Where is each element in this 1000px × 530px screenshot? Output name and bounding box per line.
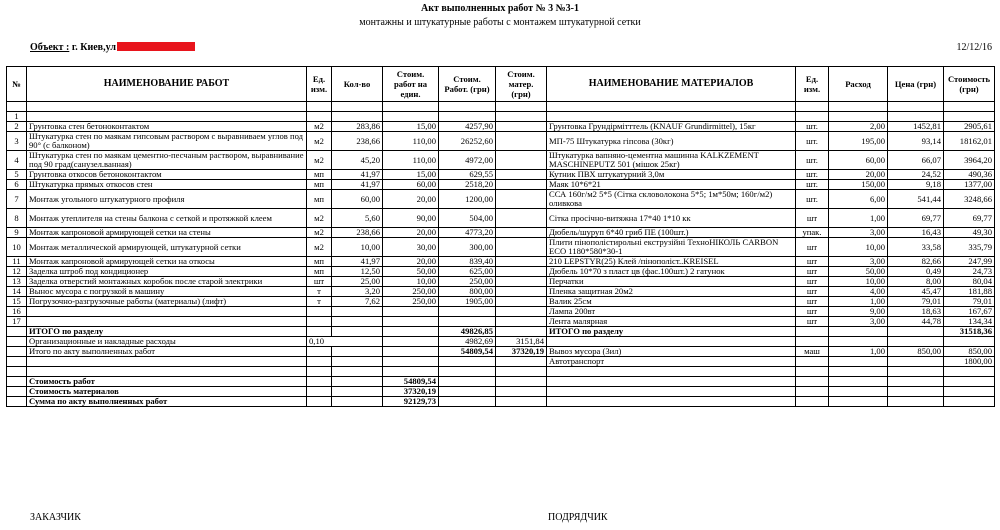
work-qty: [332, 317, 383, 327]
material-name: Плити пінополістирольні екструзійні ТехноНІКОЛЬ CARBON ECO 1180*580*30-1: [547, 238, 796, 257]
row-num: 12: [7, 267, 27, 277]
work-name: [27, 317, 307, 327]
waste-unit: маш: [796, 347, 829, 357]
section-total-label: ИТОГО по разделу: [27, 327, 307, 337]
material-unit: шт: [796, 317, 829, 327]
work-qty: 283,86: [332, 122, 383, 132]
work-unit: [307, 317, 332, 327]
row-num: 9: [7, 228, 27, 238]
row-num: 4: [7, 151, 27, 170]
material-consumption: 50,00: [829, 267, 888, 277]
work-name: Погрузочно-разгрузочные работы (материалы) (лифт): [27, 297, 307, 307]
material-total: 49,30: [944, 228, 995, 238]
material-name: Лампа 200вт: [547, 307, 796, 317]
work-cost: 2518,20: [439, 180, 496, 190]
material-total: 335,79: [944, 238, 995, 257]
overhead-mat: 3151,84: [496, 337, 547, 347]
material-price: 16,43: [888, 228, 944, 238]
material-total: 167,67: [944, 307, 995, 317]
work-unit: [307, 307, 332, 317]
material-total: 490,36: [944, 170, 995, 180]
material-name: [547, 112, 796, 122]
work-qty: 10,00: [332, 238, 383, 257]
work-unit: мп: [307, 180, 332, 190]
row-num: 3: [7, 132, 27, 151]
work-cost: 250,00: [439, 277, 496, 287]
material-consumption: 3,00: [829, 228, 888, 238]
redaction-mark: [117, 42, 195, 51]
material-unit: шт: [796, 209, 829, 228]
table-row: [7, 132, 995, 151]
work-cost: 504,00: [439, 209, 496, 228]
work-unit: м2: [307, 151, 332, 170]
material-total: [944, 112, 995, 122]
waste-price: 850,00: [888, 347, 944, 357]
table-row: [7, 238, 995, 257]
material-total: 69,77: [944, 209, 995, 228]
table-row: [7, 122, 995, 132]
material-name: Дюбель/шуруп 6*40 гриб ПЕ (100шт.): [547, 228, 796, 238]
material-price: 69,77: [888, 209, 944, 228]
work-cost: 839,40: [439, 257, 496, 267]
material-total: 3248,66: [944, 190, 995, 209]
transport-total: 1800,00: [944, 357, 995, 367]
work-unit-price: 15,00: [383, 122, 439, 132]
table-row: [7, 307, 995, 317]
material-cost: [496, 228, 547, 238]
work-name: Монтаж капроновой армирующей сетки на откосы: [27, 257, 307, 267]
work-unit-price: [383, 307, 439, 317]
work-unit-price: 90,00: [383, 209, 439, 228]
material-total: 181,88: [944, 287, 995, 297]
work-name: [27, 307, 307, 317]
work-name: Вынос мусора с погрузкой в машину: [27, 287, 307, 297]
table-row: [7, 297, 995, 307]
col-work-cost: Стоим. Работ. (грн): [439, 67, 496, 102]
work-unit: мп: [307, 170, 332, 180]
material-consumption: 4,00: [829, 287, 888, 297]
material-consumption: 6,00: [829, 190, 888, 209]
header-row: [7, 67, 995, 102]
material-price: 1452,81: [888, 122, 944, 132]
work-qty: 25,00: [332, 277, 383, 287]
work-unit-price: 15,00: [383, 170, 439, 180]
material-cost: [496, 297, 547, 307]
material-name: Кутник ПВХ штукатурний 3,0м: [547, 170, 796, 180]
summary-work-row: [7, 377, 995, 387]
material-total: 247,99: [944, 257, 995, 267]
row-num: 11: [7, 257, 27, 267]
material-consumption: 9,00: [829, 307, 888, 317]
work-qty: 60,00: [332, 190, 383, 209]
material-consumption: 10,00: [829, 238, 888, 257]
material-unit: шт.: [796, 180, 829, 190]
work-unit: т: [307, 287, 332, 297]
transport-row: [7, 357, 995, 367]
work-cost: 4257,90: [439, 122, 496, 132]
work-unit-price: [383, 112, 439, 122]
work-qty: 238,66: [332, 228, 383, 238]
section-total-work: 49826,85: [439, 327, 496, 337]
material-price: 541,44: [888, 190, 944, 209]
material-cost: [496, 257, 547, 267]
empty-row: [7, 102, 995, 112]
col-price: Цена (грн): [888, 67, 944, 102]
table-row: [7, 170, 995, 180]
work-unit: шт: [307, 277, 332, 287]
table-row: [7, 228, 995, 238]
work-unit: т: [307, 297, 332, 307]
material-consumption: 3,00: [829, 317, 888, 327]
material-name: Валик 25см: [547, 297, 796, 307]
work-qty: 41,97: [332, 257, 383, 267]
material-unit: шт: [796, 277, 829, 287]
work-qty: 238,66: [332, 132, 383, 151]
object-value: г. Киев,ул: [71, 42, 116, 53]
material-price: 44,78: [888, 317, 944, 327]
material-cost: [496, 287, 547, 297]
material-cost: [496, 122, 547, 132]
work-cost: 1905,00: [439, 297, 496, 307]
section-total-mat: 31518,36: [944, 327, 995, 337]
row-num: 7: [7, 190, 27, 209]
material-price: 18,63: [888, 307, 944, 317]
work-unit-price: 20,00: [383, 190, 439, 209]
work-unit: мп: [307, 267, 332, 277]
work-unit-price: 250,00: [383, 287, 439, 297]
work-qty: [332, 307, 383, 317]
act-total-row: [7, 347, 995, 357]
material-consumption: 1,00: [829, 209, 888, 228]
material-cost: [496, 277, 547, 287]
customer-signature: ЗАКАЗЧИК: [30, 512, 81, 523]
material-cost: [496, 317, 547, 327]
work-qty: 7,62: [332, 297, 383, 307]
material-consumption: [829, 112, 888, 122]
summary-work-value: 54809,54: [383, 377, 439, 387]
object-line: [30, 42, 195, 53]
material-unit: шт.: [796, 170, 829, 180]
work-unit-price: 20,00: [383, 228, 439, 238]
act-total-work: 54809,54: [439, 347, 496, 357]
act-total-mat: 37320,19: [496, 347, 547, 357]
col-unit: Ед. изм.: [307, 67, 332, 102]
material-cost: [496, 151, 547, 170]
work-unit: мп: [307, 257, 332, 267]
material-unit: шт: [796, 267, 829, 277]
col-qty: Кол-во: [332, 67, 383, 102]
waste-cons: 1,00: [829, 347, 888, 357]
material-consumption: 20,00: [829, 170, 888, 180]
table-row: [7, 209, 995, 228]
material-unit: шт.: [796, 190, 829, 209]
work-cost: 4773,20: [439, 228, 496, 238]
waste-total: 850,00: [944, 347, 995, 357]
material-cost: [496, 238, 547, 257]
summary-sum-value: 92129,73: [383, 397, 439, 407]
work-name: Штукатурка прямых откосов стен: [27, 180, 307, 190]
material-name: Пленка защитная 20м2: [547, 287, 796, 297]
act-subtitle: монтажны и штукатурные работы с монтажем штукатурной сетки: [359, 17, 641, 28]
table-row: [7, 180, 995, 190]
material-cost: [496, 209, 547, 228]
work-name: Грунтовка стен бетоноконтактом: [27, 122, 307, 132]
material-consumption: 2,00: [829, 122, 888, 132]
col-total: Стоимость (грн): [944, 67, 995, 102]
material-consumption: 195,00: [829, 132, 888, 151]
material-name: Грунтовка Грундірмітттель (KNAUF Grundirmittel), 15кг: [547, 122, 796, 132]
col-unit-price: Стоим. работ на един.: [383, 67, 439, 102]
work-name: Штукатурка стен по маякам цементно-песчаным раствором, выравнивание под 90 град(санузел.ванная): [27, 151, 307, 170]
row-num: 16: [7, 307, 27, 317]
material-unit: шт.: [796, 122, 829, 132]
material-name: Лента малярная: [547, 317, 796, 327]
overhead-pct: 0,10: [307, 337, 383, 347]
work-cost: 1200,00: [439, 190, 496, 209]
work-cost: 625,00: [439, 267, 496, 277]
material-total: 1377,00: [944, 180, 995, 190]
material-consumption: 3,00: [829, 257, 888, 267]
material-cost: [496, 307, 547, 317]
act-date: 12/12/16: [956, 42, 992, 53]
work-qty: 41,97: [332, 180, 383, 190]
summary-work-label: Стоимость работ: [27, 377, 307, 387]
work-unit-price: 30,00: [383, 238, 439, 257]
material-consumption: 150,00: [829, 180, 888, 190]
waste-label: Вывоз мусора (3ил): [547, 347, 796, 357]
work-unit: м2: [307, 209, 332, 228]
col-material-name: НАИМЕНОВАНИЕ МАТЕРИАЛОВ: [547, 67, 796, 102]
transport-label: Автотранспорт: [547, 357, 796, 367]
material-price: 79,01: [888, 297, 944, 307]
row-num: 14: [7, 287, 27, 297]
summary-mat-row: [7, 387, 995, 397]
material-unit: шт: [796, 307, 829, 317]
work-name: Монтаж угольного штукатурного профиля: [27, 190, 307, 209]
work-unit: м2: [307, 122, 332, 132]
work-name: Монтаж металлической армирующей, штукатурной сетки: [27, 238, 307, 257]
work-qty: 41,97: [332, 170, 383, 180]
col-material-cost: Стоим. матер. (грн): [496, 67, 547, 102]
material-price: 93,14: [888, 132, 944, 151]
work-cost: 800,00: [439, 287, 496, 297]
work-qty: 3,20: [332, 287, 383, 297]
work-unit-price: 110,00: [383, 132, 439, 151]
row-num: 10: [7, 238, 27, 257]
work-name: Заделка отверстий монтажных коробок после старой электрики: [27, 277, 307, 287]
row-num: 2: [7, 122, 27, 132]
material-total: 80,04: [944, 277, 995, 287]
material-name: Дюбель 10*70 з пласт цв (фас.100шт.) 2 гатунок: [547, 267, 796, 277]
summary-sum-row: [7, 397, 995, 407]
work-qty: 5,60: [332, 209, 383, 228]
table-row: [7, 317, 995, 327]
col-num: №: [7, 67, 27, 102]
material-name: 210 LEPSTYR(25) Клей /пінополіст..KREISEL: [547, 257, 796, 267]
section-total-mat-label: ИТОГО по разделу: [547, 327, 796, 337]
material-name: ССА 160г/м2 5*5 (Сітка скловолокона 5*5; 1м*50м; 160г/м2) оливкова: [547, 190, 796, 209]
object-label: Объект :: [30, 42, 70, 53]
material-total: 24,73: [944, 267, 995, 277]
overhead-work: 4982,69: [439, 337, 496, 347]
material-total: 18162,01: [944, 132, 995, 151]
material-cost: [496, 267, 547, 277]
material-cost: [496, 170, 547, 180]
material-price: 24,52: [888, 170, 944, 180]
section-total-row: [7, 327, 995, 337]
work-unit-price: 10,00: [383, 277, 439, 287]
row-num: 6: [7, 180, 27, 190]
col-consumption: Расход: [829, 67, 888, 102]
act-table: [6, 66, 995, 407]
material-unit: шт.: [796, 132, 829, 151]
work-unit-price: 20,00: [383, 257, 439, 267]
material-price: 0,49: [888, 267, 944, 277]
act-total-label: Итого по акту выполненных работ: [27, 347, 307, 357]
material-cost: [496, 112, 547, 122]
material-unit: упак.: [796, 228, 829, 238]
work-unit: м2: [307, 238, 332, 257]
table-row: [7, 257, 995, 267]
work-unit-price: [383, 317, 439, 327]
material-name: МП-75 Штукатурка гіпсова (30кг): [547, 132, 796, 151]
material-unit: шт: [796, 238, 829, 257]
material-price: 82,66: [888, 257, 944, 267]
material-price: [888, 112, 944, 122]
material-cost: [496, 190, 547, 209]
material-total: 79,01: [944, 297, 995, 307]
work-unit-price: 60,00: [383, 180, 439, 190]
material-cost: [496, 132, 547, 151]
material-price: 45,47: [888, 287, 944, 297]
work-cost: [439, 112, 496, 122]
overhead-row: [7, 337, 995, 347]
blank-row: [7, 367, 995, 377]
row-num: 15: [7, 297, 27, 307]
material-total: 134,34: [944, 317, 995, 327]
table-row: [7, 267, 995, 277]
material-total: 3964,20: [944, 151, 995, 170]
table-row: [7, 277, 995, 287]
work-name: Монтаж утеплителя на стены балкона с сеткой и протяжкой клеем: [27, 209, 307, 228]
row-num: 1: [7, 112, 27, 122]
work-name: [27, 112, 307, 122]
work-unit-price: 110,00: [383, 151, 439, 170]
work-qty: 12,50: [332, 267, 383, 277]
material-unit: шт: [796, 287, 829, 297]
summary-sum-label: Сумма по акту выполненных работ: [27, 397, 307, 407]
material-unit: шт: [796, 257, 829, 267]
material-consumption: 1,00: [829, 297, 888, 307]
act-title: Акт выполненных работ № 3 №3-1: [420, 3, 579, 14]
table-row: [7, 151, 995, 170]
row-num: 5: [7, 170, 27, 180]
work-cost: [439, 317, 496, 327]
material-name: Маяк 10*6*21: [547, 180, 796, 190]
material-price: 9,18: [888, 180, 944, 190]
table-row: [7, 287, 995, 297]
work-name: Грунтовка откосов бетоноконтактом: [27, 170, 307, 180]
table-row: [7, 112, 995, 122]
work-cost: 26252,60: [439, 132, 496, 151]
material-consumption: 10,00: [829, 277, 888, 287]
work-unit-price: 250,00: [383, 297, 439, 307]
work-qty: [332, 112, 383, 122]
work-cost: 4972,00: [439, 151, 496, 170]
material-name: Перчатки: [547, 277, 796, 287]
material-unit: [796, 112, 829, 122]
material-price: 33,58: [888, 238, 944, 257]
summary-mat-value: 37320,19: [383, 387, 439, 397]
material-name: Сітка просічно-витяжна 17*40 1*10 кк: [547, 209, 796, 228]
work-cost: 300,00: [439, 238, 496, 257]
work-name: Заделка штроб под кондиционер: [27, 267, 307, 277]
work-cost: 629,55: [439, 170, 496, 180]
material-price: 8,00: [888, 277, 944, 287]
contractor-signature: ПОДРЯДЧИК: [548, 512, 608, 523]
work-unit: мп: [307, 190, 332, 209]
work-unit: м2: [307, 228, 332, 238]
material-consumption: 60,00: [829, 151, 888, 170]
material-name: Штукатурка вапняно-цементна машинна KALKZEMENT MASCHINEPUTZ 501 (мішок 25кг): [547, 151, 796, 170]
work-qty: 45,20: [332, 151, 383, 170]
work-unit-price: 50,00: [383, 267, 439, 277]
overhead-label: Организационные и накладные расходы: [27, 337, 307, 347]
table-row: [7, 190, 995, 209]
material-total: 2905,61: [944, 122, 995, 132]
col-mat-unit: Ед. изм.: [796, 67, 829, 102]
work-name: Штукатурка стен по маякам гипсовым раствором с выравниваем углов под 90° (с балконом): [27, 132, 307, 151]
row-num: 17: [7, 317, 27, 327]
material-unit: шт: [796, 297, 829, 307]
summary-mat-label: Стоимость материалов: [27, 387, 307, 397]
col-work-name: НАИМЕНОВАНИЕ РАБОТ: [27, 67, 307, 102]
material-price: 66,07: [888, 151, 944, 170]
work-cost: [439, 307, 496, 317]
row-num: 8: [7, 209, 27, 228]
material-cost: [496, 180, 547, 190]
work-name: Монтаж капроновой армирующей сетки на стены: [27, 228, 307, 238]
material-unit: шт.: [796, 151, 829, 170]
work-unit: [307, 112, 332, 122]
work-unit: м2: [307, 132, 332, 151]
row-num: 13: [7, 277, 27, 287]
